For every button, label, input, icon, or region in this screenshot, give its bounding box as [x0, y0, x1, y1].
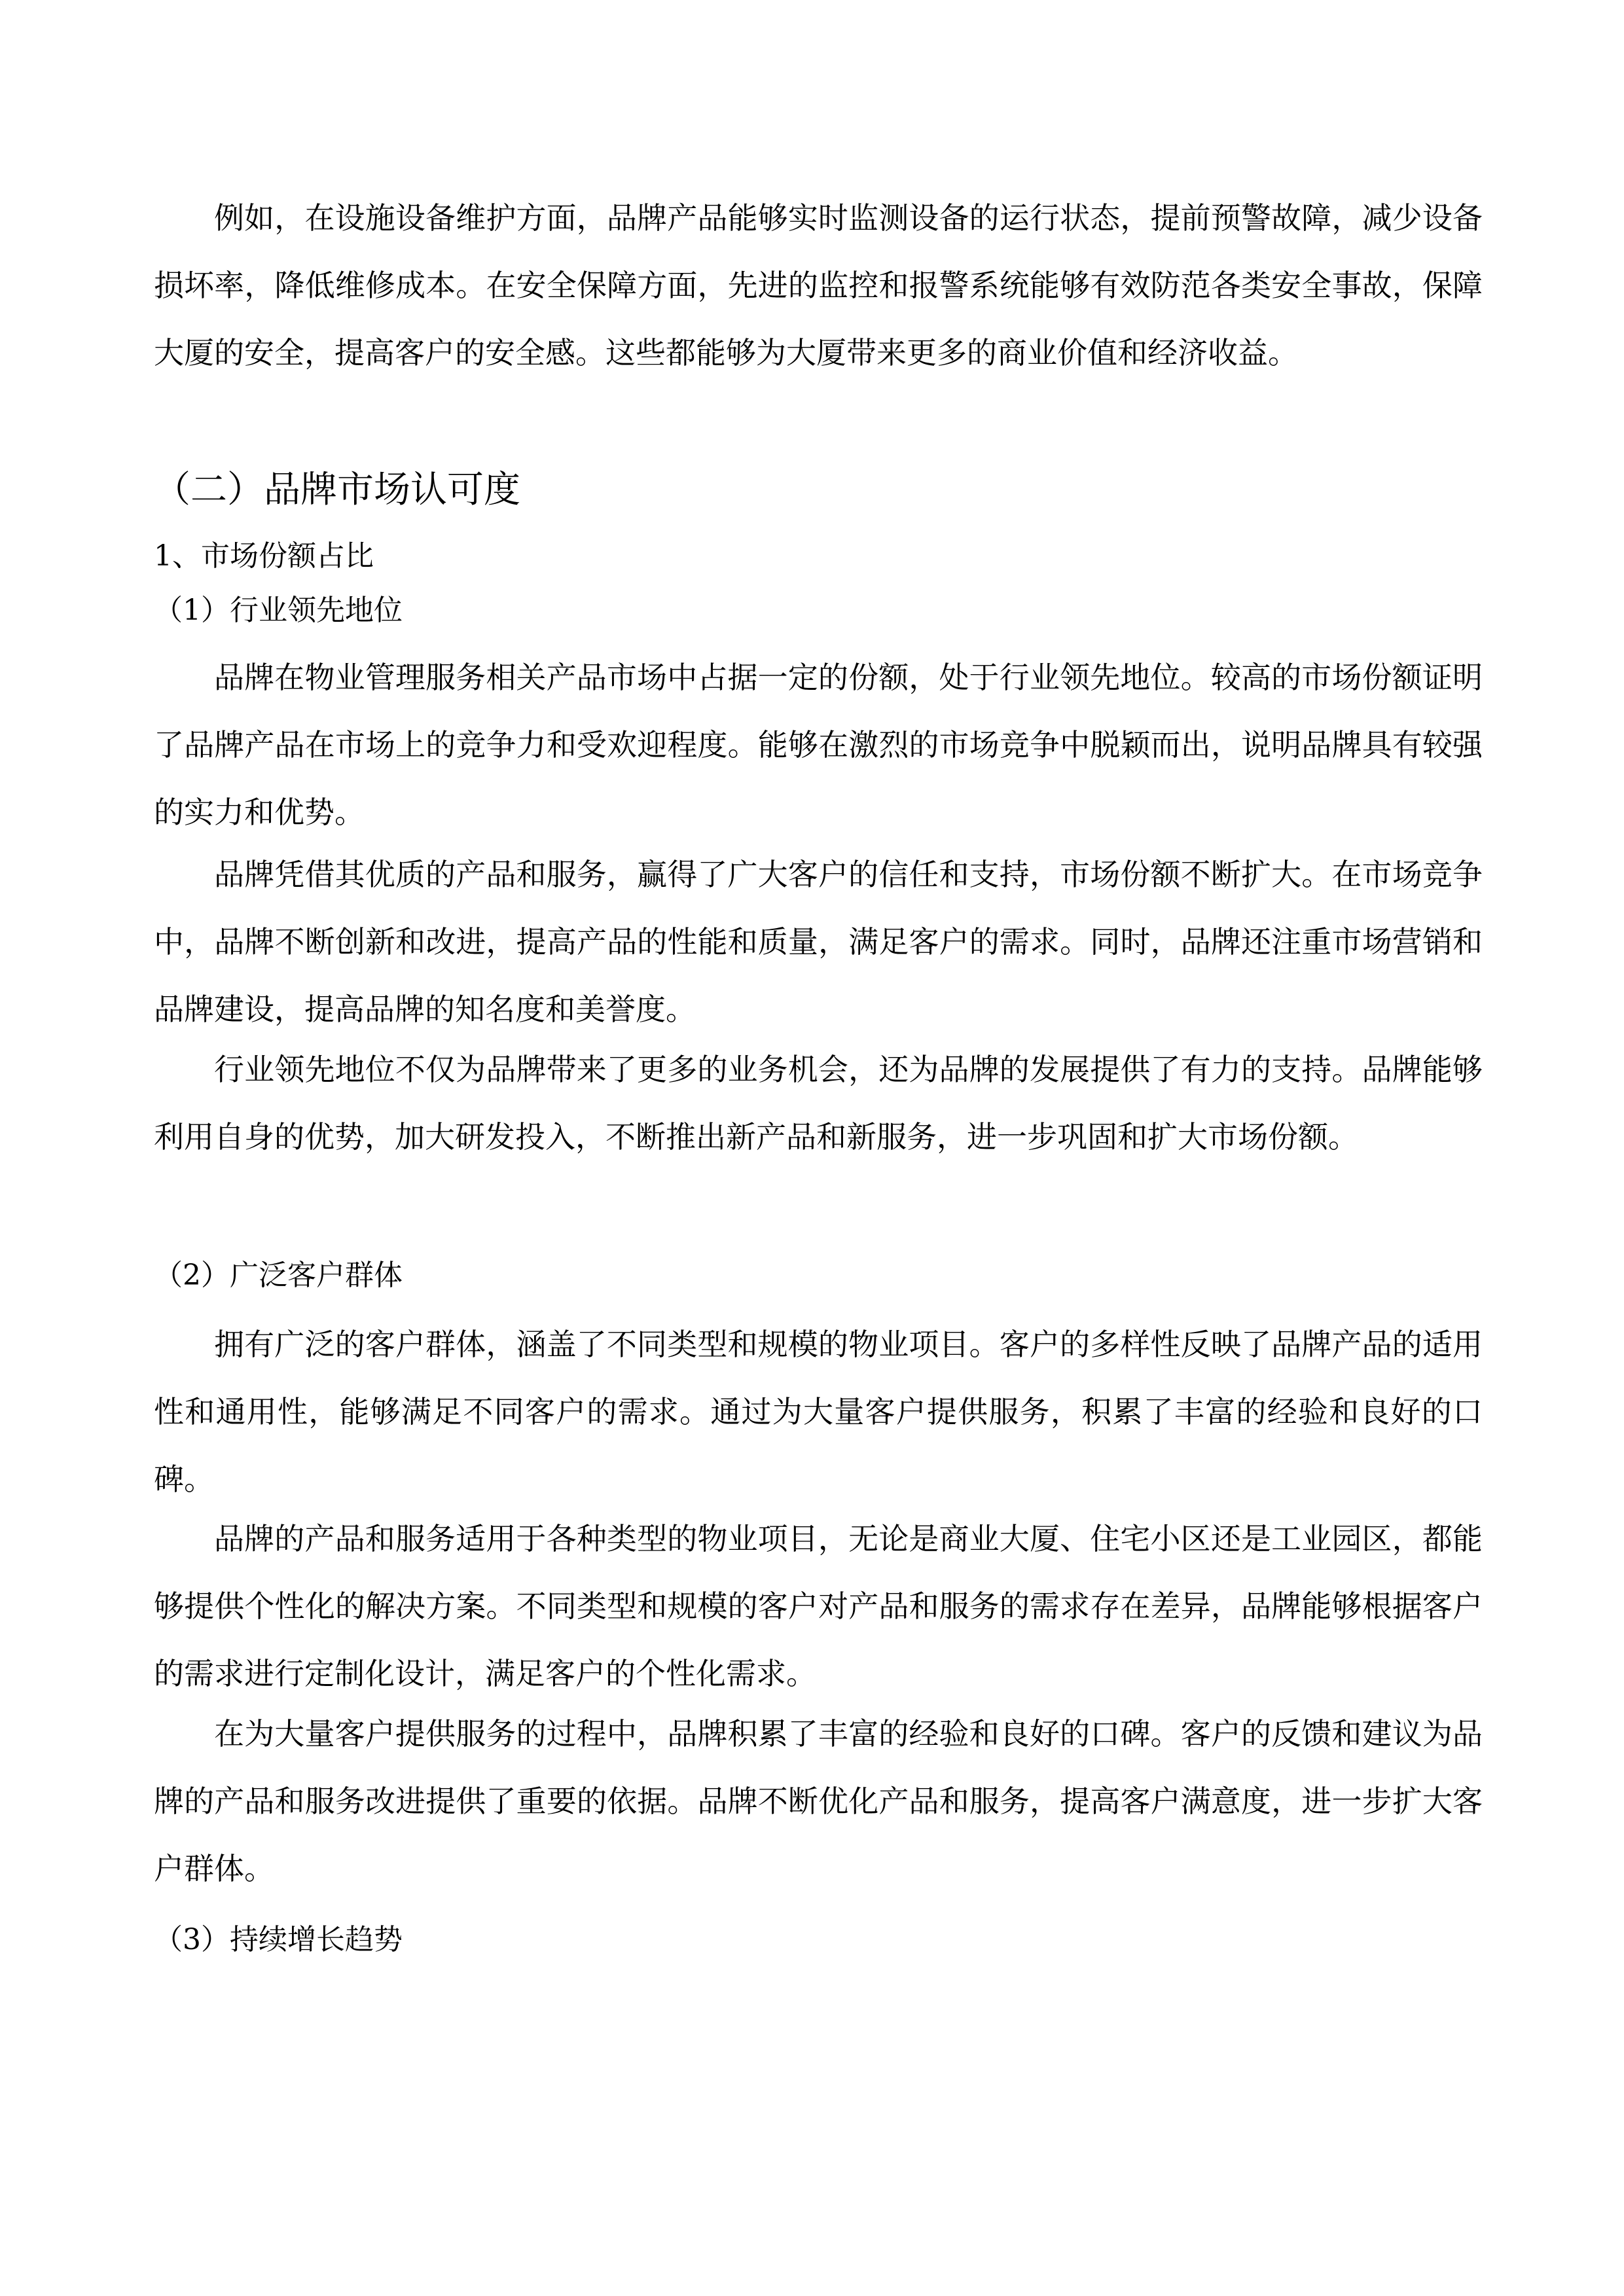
item-heading-2: （2）广泛客户群体: [154, 1259, 403, 1292]
item-heading-1: （1）行业领先地位: [154, 594, 403, 627]
paragraph-industry-lead-1: 品牌在物业管理服务相关产品市场中占据一定的份额，处于行业领先地位。较高的市场份额证明了品牌产品在市场上的竞争力和受欢迎程度。能够在激烈的市场竞争中脱颖而出，说明品牌具有较强的实力和优势。: [154, 660, 1483, 830]
paragraph-customer-base-1: 拥有广泛的客户群体，涵盖了不同类型和规模的物业项目。客户的多样性反映了品牌产品的适用性和通用性，能够满足不同客户的需求。通过为大量客户提供服务，积累了丰富的经验和良好的口碑。: [154, 1327, 1483, 1497]
paragraph-customer-base-2: 品牌的产品和服务适用于各种类型的物业项目，无论是商业大厦、住宅小区还是工业园区，都能够提供个性化的解决方案。不同类型和规模的客户对产品和服务的需求存在差异，品牌能够根据客户的需求进行定制化设计，满足客户的个性化需求。: [154, 1521, 1483, 1691]
item-heading-3: （3）持续增长趋势: [154, 1923, 403, 1956]
paragraph-industry-lead-2: 品牌凭借其优质的产品和服务，赢得了广大客户的信任和支持，市场份额不断扩大。在市场竞争中，品牌不断创新和改进，提高产品的性能和质量，满足客户的需求。同时，品牌还注重市场营销和品牌建设，提高品牌的知名度和美誉度。: [154, 857, 1483, 1027]
paragraph-customer-base-3: 在为大量客户提供服务的过程中，品牌积累了丰富的经验和良好的口碑。客户的反馈和建议为品牌的产品和服务改进提供了重要的依据。品牌不断优化产品和服务，提高客户满意度，进一步扩大客户群体。: [154, 1716, 1483, 1886]
paragraph-industry-lead-3: 行业领先地位不仅为品牌带来了更多的业务机会，还为品牌的发展提供了有力的支持。品牌能够利用自身的优势，加大研发投入，不断推出新产品和新服务，进一步巩固和扩大市场份额。: [154, 1052, 1483, 1155]
paragraph-maintenance-security: 例如，在设施设备维护方面，品牌产品能够实时监测设备的运行状态，提前预警故障，减少设备损坏率，降低维修成本。在安全保障方面，先进的监控和报警系统能够有效防范各类安全事故，保障大厦的安全，提高客户的安全感。这些都能够为大厦带来更多的商业价值和经济收益。: [154, 200, 1483, 370]
subsection-heading: 1、市场份额占比: [154, 539, 374, 573]
section-heading: （二）品牌市场认可度: [154, 469, 520, 511]
